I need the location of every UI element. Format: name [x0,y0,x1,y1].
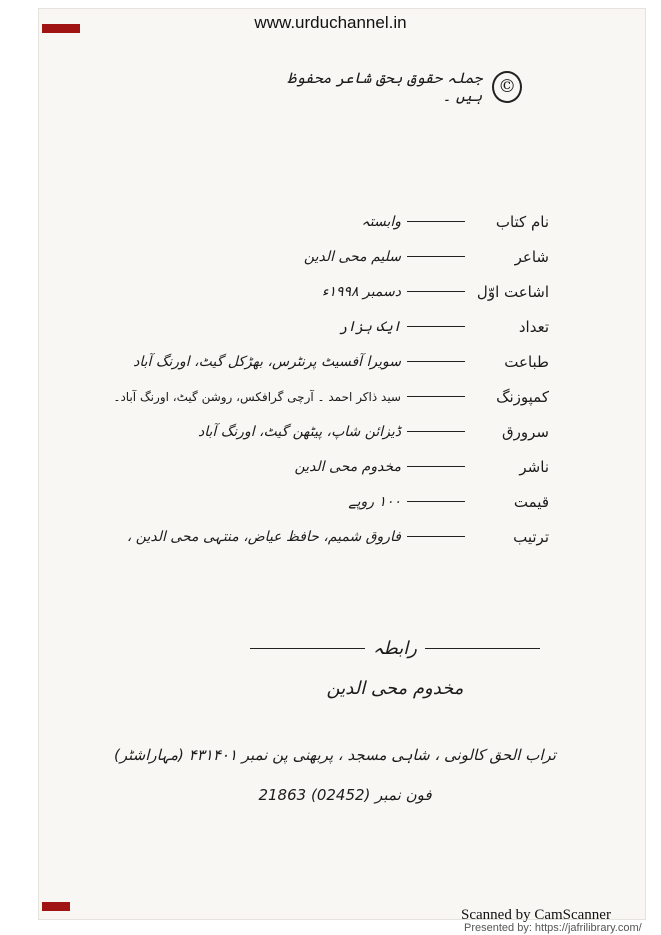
credit-row-poet [79,239,549,274]
copyright-text: جملہ حقوق بحق شاعر محفوظ ہیں ۔ [287,69,483,105]
credit-row-price [79,484,549,519]
credit-row-publisher [79,449,549,484]
credit-value: ۱۰۰ روپے [348,493,401,510]
credit-row-cover [79,414,549,449]
contact-name: مخدوم محی الدین [326,678,464,699]
credit-dash [407,466,465,467]
credit-value: سلیم محی الدین [303,248,401,265]
credit-dash [407,396,465,397]
contact-address: تراب الحق کالونی ، شاہی مسجد ، پربھنی پن نمبر ۴۳۱۴۰۱ (مہاراشٹر) [114,746,556,764]
credit-dash [407,536,465,537]
red-edge-mark-bottom [42,902,70,911]
credit-label: نام کتاب [495,212,549,231]
credit-label: اشاعت اوّل [476,282,549,301]
scanner-watermark: Scanned by CamScanner [461,907,611,923]
credit-row-compilation [79,519,549,554]
credit-value: سید ذاکر احمد ۔ آرچی گرافکس، روشن گیٹ، اورنگ آباد۔ [113,389,401,404]
credit-label: ترتیب [513,527,549,546]
credit-dash [407,431,465,432]
credit-label: شاعر [514,247,549,266]
contact-heading [250,632,540,664]
contact-rule-right [425,648,540,649]
copyright-icon: © [492,71,522,103]
credit-dash [407,256,465,257]
credit-value: سویرا آفسیٹ پرنٹرس، بھڑکل گیٹ، اورنگ آباد [133,353,401,370]
credit-value: ڈیزائن شاپ، پیٹھن گیٹ، اورنگ آباد [198,423,401,440]
credit-row-quantity [79,309,549,344]
credit-label: سرورق [502,422,549,441]
credit-row-title [79,204,549,239]
credit-dash [407,326,465,327]
contact-phone: فون نمبر (02452) 21863 [258,786,432,804]
credit-value: دسمبر ۱۹۹۸ء [321,283,401,300]
presented-by-text: Presented by: https://jafrilibrary.com/ [464,922,642,934]
credit-value: فاروق شمیم، حافظ عیاض، منتہی محی الدین ، [126,528,401,545]
credit-value: ایک ہزار [339,318,401,335]
credit-row-composing [79,379,549,414]
credit-row-first-edition [79,274,549,309]
credit-label: کمپوزنگ [496,387,549,406]
site-url: www.urduchannel.in [254,13,407,32]
contact-label: رابطہ [372,637,417,659]
credit-dash [407,291,465,292]
credit-label: ناشر [519,457,549,476]
credit-label: تعداد [518,317,549,336]
credit-row-printing [79,344,549,379]
credit-dash [407,221,465,222]
credit-value: وابستہ [361,213,401,230]
credit-dash [407,501,465,502]
copyright-notice [262,70,522,104]
contact-rule-left [250,648,365,649]
credit-value: مخدوم محی الدین [294,458,401,475]
credits-list [79,204,549,554]
credit-label: طباعت [504,352,549,371]
credit-dash [407,361,465,362]
credit-label: قیمت [513,492,549,511]
